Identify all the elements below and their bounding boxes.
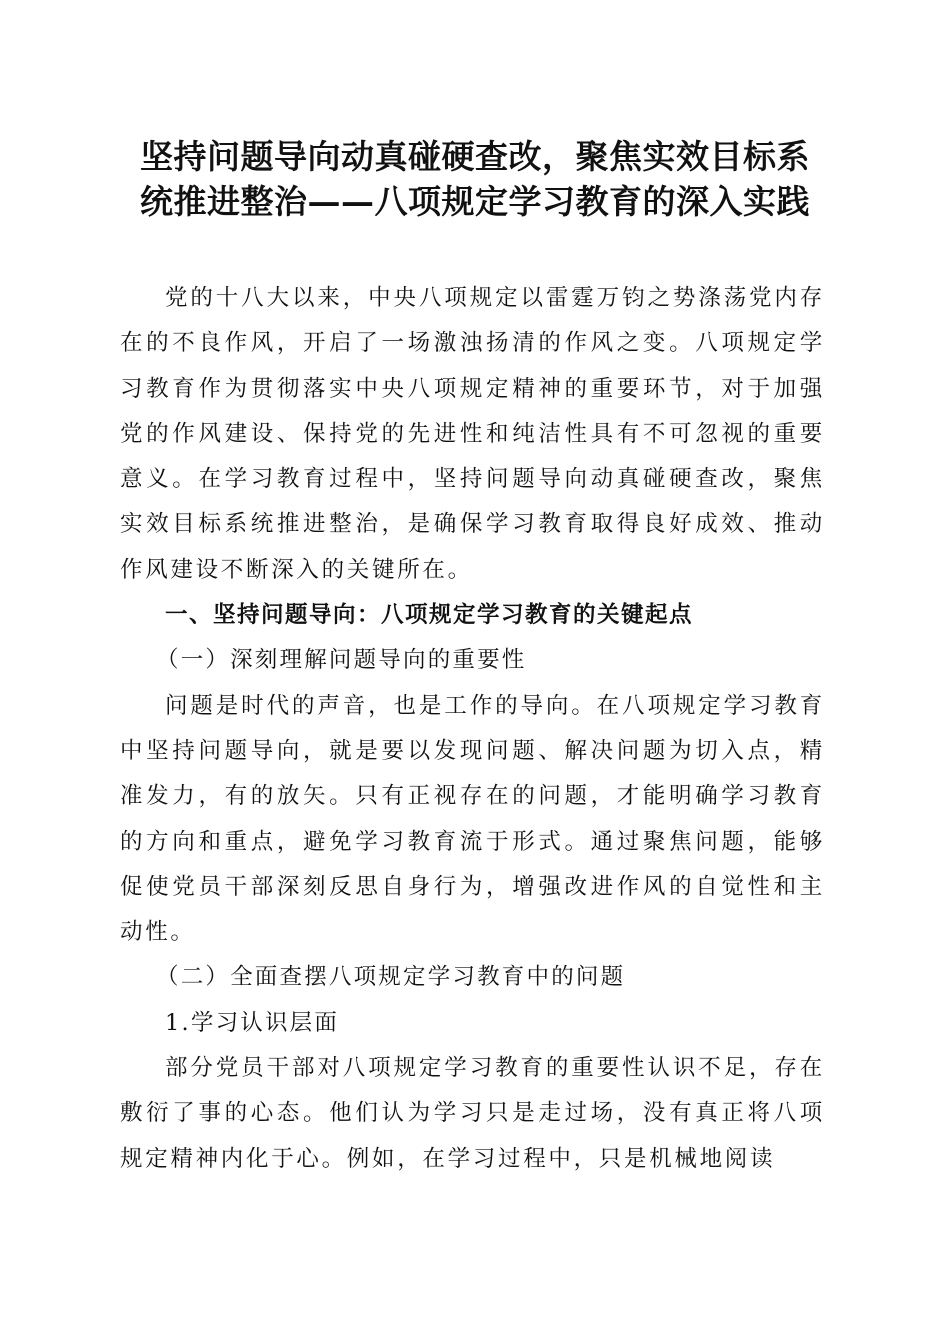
document-body xyxy=(120,276,825,1182)
item-1-paragraph: 部分党员干部对八项规定学习教育的重要性认识不足，存在敷衍了事的心态。他们认为学习只是走过场，没有真正将八项规定精神内化于心。例如，在学习过程中，只是机械地阅读 xyxy=(120,1055,825,1172)
subsection-1-heading: （一）深刻理解问题导向的重要性 xyxy=(156,647,527,674)
item-1-heading: 1.学习认识层面 xyxy=(165,1009,340,1036)
subsection-2-heading: （二）全面查摆八项规定学习教育中的问题 xyxy=(156,964,626,991)
subsection-1-paragraph: 问题是时代的声音，也是工作的导向。在八项规定学习教育中坚持问题导向，就是要以发现问题、解决问题为切入点，精准发力，有的放矢。只有正视存在的问题，才能明确学习教育的方向和重点，避免学习教育流于形式。通过聚焦问题，能够促使党员干部深刻反思自身行为，增强改进作风的自觉性和主动性。 xyxy=(120,692,825,946)
document-title xyxy=(110,134,840,224)
title-line-1: 坚持问题导向动真碰硬查改，聚焦实效目标系 xyxy=(140,137,810,176)
section-1-heading: 一、坚持问题导向：八项规定学习教育的关键起点 xyxy=(165,602,694,629)
title-line-2: 统推进整治——八项规定学习教育的深入实践 xyxy=(140,182,810,221)
intro-paragraph: 党的十八大以来，中央八项规定以雷霆万钧之势涤荡党内存在的不良作风，开启了一场激浊扬清的作风之变。八项规定学习教育作为贯彻落实中央八项规定精神的重要环节，对于加强党的作风建设、保持党的先进性和纯洁性具有不可忽视的重要意义。在学习教育过程中，坚持问题导向动真碰硬查改，聚焦实效目标系统推进整治，是确保学习教育取得良好成效、推动作风建设不断深入的关键所在。 xyxy=(120,285,825,583)
